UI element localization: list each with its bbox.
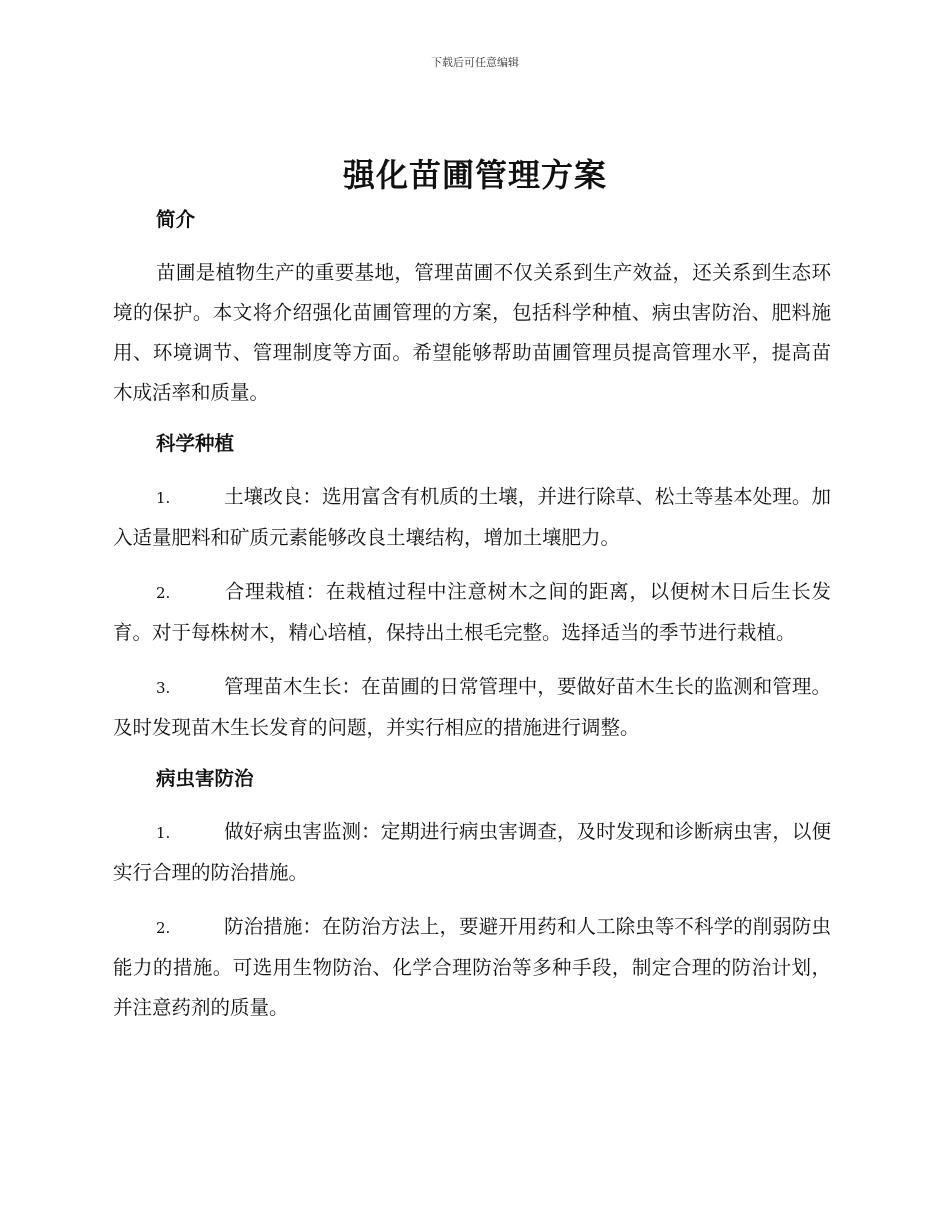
list-item-text: 做好病虫害监测：定期进行病虫害调查，及时发现和诊断病虫害，以便实行合理的防治措施。 <box>113 820 831 884</box>
document-body <box>113 203 831 1042</box>
paragraph: 苗圃是植物生产的重要基地，管理苗圃不仅关系到生产效益，还关系到生态环境的保护。本文将介绍强化苗圃管理的方案，包括科学种植、病虫害防治、肥料施用、环境调节、管理制度等方面。希望能够帮助苗圃管理员提高管理水平，提高苗木成活率和质量。 <box>113 261 831 404</box>
list-item-text: 管理苗木生长：在苗圃的日常管理中，要做好苗木生长的监测和管理。及时发现苗木生长发育的问题，并实行相应的措施进行调整。 <box>113 675 831 739</box>
list-item <box>113 572 831 653</box>
list-item <box>113 812 831 893</box>
list-item <box>113 907 831 1028</box>
section-pest-control <box>113 762 831 1028</box>
list-number: 2. <box>156 584 171 602</box>
list-number: 3. <box>156 679 171 697</box>
list-number: 2. <box>156 919 171 937</box>
list-item <box>113 667 831 748</box>
list-number: 1. <box>156 824 171 842</box>
document-title: 强化苗圃管理方案 <box>342 156 607 194</box>
list-item <box>113 477 831 558</box>
list-number: 1. <box>156 489 171 507</box>
header-note: 下载后可任意编辑 <box>431 56 519 69</box>
list-item-text: 土壤改良：选用富含有机质的土壤，并进行除草、松土等基本处理。加入适量肥料和矿质元素能够改良土壤结构，增加土壤肥力。 <box>113 485 831 549</box>
list-item-text: 合理栽植：在栽植过程中注意树木之间的距离，以便树木日后生长发育。对于每株树木，精心培植，保持出土根毛完整。选择适当的季节进行栽植。 <box>113 580 831 644</box>
section-heading: 简介 <box>156 208 196 231</box>
section-scientific-planting <box>113 427 831 748</box>
section-heading: 病虫害防治 <box>156 767 254 790</box>
list-item-text: 防治措施：在防治方法上，要避开用药和人工除虫等不科学的削弱防虫能力的措施。可选用生物防治、化学合理防治等多种手段，制定合理的防治计划，并注意药剂的质量。 <box>113 915 831 1019</box>
section-heading: 科学种植 <box>156 432 235 455</box>
section-intro <box>113 203 831 413</box>
